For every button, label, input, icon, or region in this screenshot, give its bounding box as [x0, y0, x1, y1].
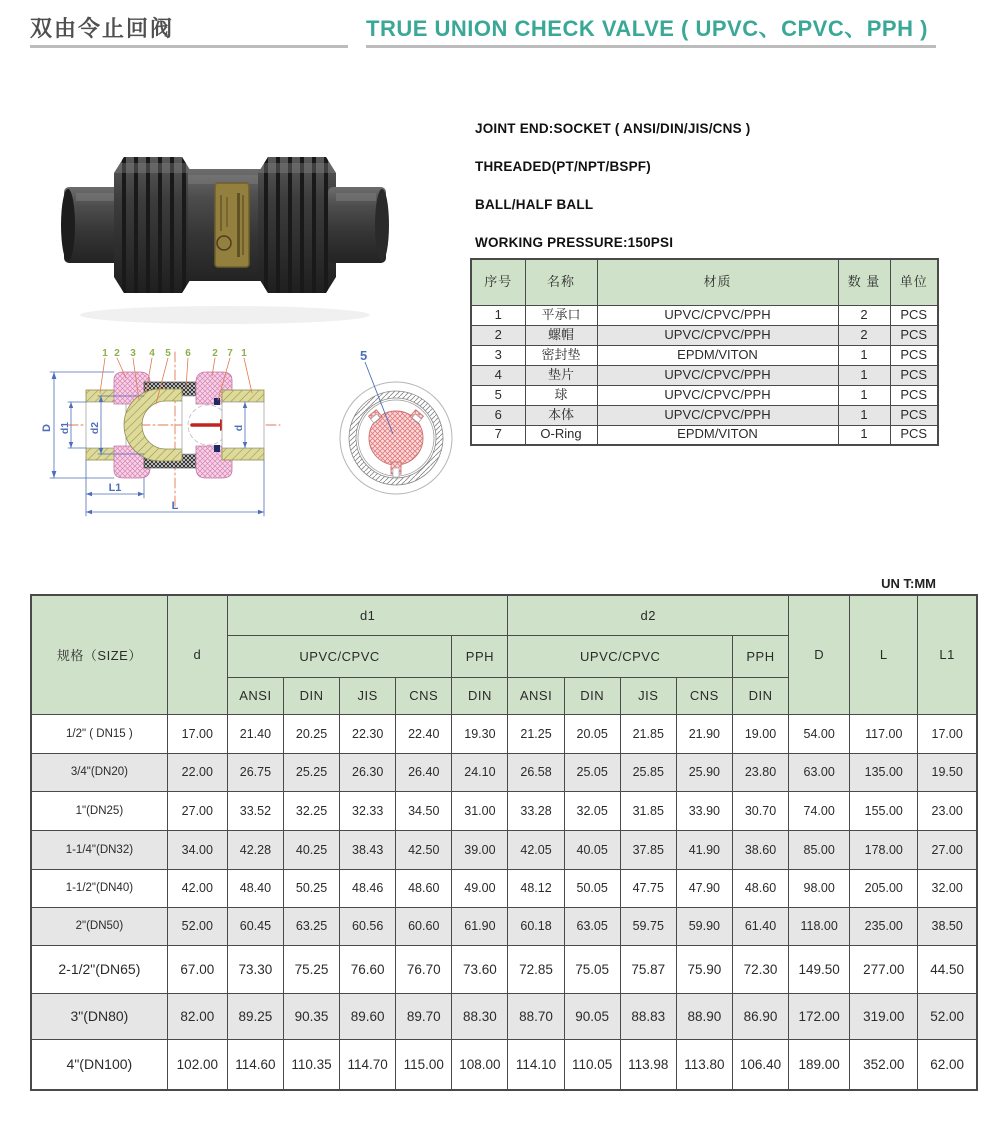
size-cell-value: 75.90	[676, 945, 732, 993]
size-table-row	[31, 1039, 977, 1090]
parts-col-name: 名称	[525, 259, 597, 305]
parts-table-cell: 4	[471, 365, 525, 385]
valve-photo-illustration	[52, 103, 397, 341]
dim-label-d1: d1	[59, 421, 71, 435]
page-title-chinese: 双由令止回阀	[30, 16, 175, 41]
size-col-d1-group: d1	[227, 595, 508, 635]
parts-table-row	[471, 365, 938, 385]
size-cell-value: 49.00	[452, 869, 508, 907]
d1-pph-din: DIN	[452, 677, 508, 714]
size-table	[30, 594, 978, 1091]
d1-upvc-cpvc: UPVC/CPVC	[227, 635, 451, 677]
parts-table-row	[471, 345, 938, 365]
size-cell-value: 47.75	[620, 869, 676, 907]
size-cell-value: 38.50	[918, 907, 977, 945]
size-col-size: 规格（SIZE）	[31, 595, 167, 714]
size-cell-value: 85.00	[789, 830, 850, 869]
size-cell-value: 22.30	[340, 714, 396, 753]
d2-cns: CNS	[676, 677, 732, 714]
parts-table-cell: PCS	[890, 345, 938, 365]
parts-table-cell: PCS	[890, 305, 938, 325]
d1-din: DIN	[283, 677, 339, 714]
size-cell-value: 25.85	[620, 753, 676, 791]
parts-table-cell: UPVC/CPVC/PPH	[597, 365, 838, 385]
size-cell-label: 3"(DN80)	[31, 993, 167, 1039]
parts-table-cell: 1	[838, 345, 890, 365]
size-cell-value: 90.05	[564, 993, 620, 1039]
parts-table-cell: PCS	[890, 385, 938, 405]
size-cell-value: 60.45	[227, 907, 283, 945]
size-table-row	[31, 830, 977, 869]
dim-label-d: d	[233, 424, 245, 432]
spec-ball: BALL/HALF BALL	[475, 197, 594, 212]
d2-pph: PPH	[732, 635, 788, 677]
size-cell-value: 25.90	[676, 753, 732, 791]
size-cell-value: 76.60	[340, 945, 396, 993]
size-cell-value: 319.00	[850, 993, 918, 1039]
size-table-row	[31, 993, 977, 1039]
parts-table-cell: 2	[838, 305, 890, 325]
size-cell-value: 73.60	[452, 945, 508, 993]
size-cell-value: 48.12	[508, 869, 564, 907]
size-cell-value: 50.05	[564, 869, 620, 907]
size-cell-value: 31.85	[620, 791, 676, 830]
size-cell-value: 22.00	[167, 753, 227, 791]
size-cell-value: 178.00	[850, 830, 918, 869]
size-cell-value: 22.40	[396, 714, 452, 753]
parts-table-row	[471, 425, 938, 445]
d1-ansi: ANSI	[227, 677, 283, 714]
size-col-D: D	[789, 595, 850, 714]
size-cell-value: 60.60	[396, 907, 452, 945]
size-cell-label: 1/2" ( DN15 )	[31, 714, 167, 753]
size-cell-value: 114.60	[227, 1039, 283, 1090]
size-cell-value: 48.60	[396, 869, 452, 907]
title-underline-right	[366, 45, 936, 48]
size-table-row	[31, 791, 977, 830]
d2-upvc-cpvc: UPVC/CPVC	[508, 635, 732, 677]
size-cell-value: 352.00	[850, 1039, 918, 1090]
callout-1a: 1	[102, 348, 108, 359]
size-cell-value: 27.00	[918, 830, 977, 869]
parts-col-qty: 数 量	[838, 259, 890, 305]
size-col-d2-group: d2	[508, 595, 789, 635]
size-cell-value: 32.33	[340, 791, 396, 830]
size-cell-value: 98.00	[789, 869, 850, 907]
size-cell-value: 17.00	[167, 714, 227, 753]
size-table-row	[31, 869, 977, 907]
spec-joint-end: JOINT END:SOCKET ( ANSI/DIN/JIS/CNS )	[475, 121, 751, 136]
parts-table-row	[471, 405, 938, 425]
section-side-view	[41, 348, 280, 516]
size-table-row	[31, 907, 977, 945]
size-col-L: L	[850, 595, 918, 714]
d1-cns: CNS	[396, 677, 452, 714]
size-cell-value: 114.70	[340, 1039, 396, 1090]
parts-table-cell: EPDM/VITON	[597, 345, 838, 365]
size-cell-value: 27.00	[167, 791, 227, 830]
parts-table-cell: 1	[471, 305, 525, 325]
size-cell-value: 21.90	[676, 714, 732, 753]
valve-section-drawing	[40, 346, 465, 530]
size-cell-value: 110.35	[283, 1039, 339, 1090]
d1-jis: JIS	[340, 677, 396, 714]
size-cell-value: 117.00	[850, 714, 918, 753]
size-cell-value: 26.30	[340, 753, 396, 791]
size-cell-value: 30.70	[732, 791, 788, 830]
parts-table-cell: 6	[471, 405, 525, 425]
circle-callout-5: 5	[360, 348, 368, 363]
size-cell-value: 26.75	[227, 753, 283, 791]
spec-list	[475, 121, 750, 273]
product-photo	[52, 103, 397, 346]
size-cell-value: 82.00	[167, 993, 227, 1039]
size-cell-value: 72.30	[732, 945, 788, 993]
size-cell-value: 90.35	[283, 993, 339, 1039]
size-cell-value: 114.10	[508, 1039, 564, 1090]
callout-6: 6	[185, 348, 191, 359]
dim-label-L1: L1	[108, 482, 122, 494]
size-cell-value: 40.25	[283, 830, 339, 869]
callout-4: 4	[149, 348, 155, 359]
parts-table-cell: 1	[838, 385, 890, 405]
size-cell-value: 189.00	[789, 1039, 850, 1090]
valve-label	[215, 183, 249, 267]
size-cell-value: 42.50	[396, 830, 452, 869]
size-cell-value: 118.00	[789, 907, 850, 945]
size-cell-value: 61.90	[452, 907, 508, 945]
size-cell-value: 115.00	[396, 1039, 452, 1090]
parts-table-cell: PCS	[890, 365, 938, 385]
size-cell-value: 17.00	[918, 714, 977, 753]
parts-table	[470, 258, 939, 446]
size-cell-value: 48.40	[227, 869, 283, 907]
parts-table-cell: EPDM/VITON	[597, 425, 838, 445]
parts-table-cell: PCS	[890, 425, 938, 445]
size-cell-value: 33.90	[676, 791, 732, 830]
parts-table-cell: 密封垫	[525, 345, 597, 365]
size-cell-value: 31.00	[452, 791, 508, 830]
size-cell-value: 88.83	[620, 993, 676, 1039]
size-cell-value: 25.05	[564, 753, 620, 791]
size-cell-value: 89.25	[227, 993, 283, 1039]
parts-table-cell: UPVC/CPVC/PPH	[597, 385, 838, 405]
parts-col-unit: 单位	[890, 259, 938, 305]
size-cell-value: 42.28	[227, 830, 283, 869]
size-cell-value: 52.00	[167, 907, 227, 945]
size-cell-value: 19.00	[732, 714, 788, 753]
page-title-english: TRUE UNION CHECK VALVE ( UPVC、CPVC、PPH )	[366, 16, 928, 41]
size-cell-value: 20.25	[283, 714, 339, 753]
size-cell-value: 108.00	[452, 1039, 508, 1090]
parts-table-row	[471, 385, 938, 405]
size-cell-value: 33.28	[508, 791, 564, 830]
size-cell-label: 4"(DN100)	[31, 1039, 167, 1090]
callout-2a: 2	[114, 348, 120, 359]
size-cell-label: 2"(DN50)	[31, 907, 167, 945]
size-cell-label: 1-1/4"(DN32)	[31, 830, 167, 869]
size-cell-label: 3/4"(DN20)	[31, 753, 167, 791]
size-cell-value: 61.40	[732, 907, 788, 945]
parts-table-cell: 2	[838, 325, 890, 345]
size-cell-value: 72.85	[508, 945, 564, 993]
size-cell-value: 76.70	[396, 945, 452, 993]
size-cell-value: 62.00	[918, 1039, 977, 1090]
size-cell-value: 89.70	[396, 993, 452, 1039]
size-cell-value: 23.80	[732, 753, 788, 791]
d1-pph: PPH	[452, 635, 508, 677]
technical-drawing	[40, 346, 465, 535]
size-cell-value: 60.18	[508, 907, 564, 945]
size-cell-value: 38.60	[732, 830, 788, 869]
callout-5: 5	[165, 348, 171, 359]
size-cell-label: 1"(DN25)	[31, 791, 167, 830]
size-cell-value: 73.30	[227, 945, 283, 993]
parts-table-cell: 1	[838, 365, 890, 385]
size-cell-label: 1-1/2"(DN40)	[31, 869, 167, 907]
size-cell-value: 89.60	[340, 993, 396, 1039]
size-cell-value: 24.10	[452, 753, 508, 791]
size-cell-value: 26.58	[508, 753, 564, 791]
parts-table-body	[471, 305, 938, 445]
size-cell-value: 155.00	[850, 791, 918, 830]
parts-table-cell: UPVC/CPVC/PPH	[597, 325, 838, 345]
size-cell-value: 88.90	[676, 993, 732, 1039]
spec-pressure: WORKING PRESSURE:150PSI	[475, 235, 674, 250]
size-cell-value: 26.40	[396, 753, 452, 791]
size-cell-value: 135.00	[850, 753, 918, 791]
parts-table-cell: 5	[471, 385, 525, 405]
parts-table-row	[471, 305, 938, 325]
size-cell-value: 113.80	[676, 1039, 732, 1090]
d2-ansi: ANSI	[508, 677, 564, 714]
size-cell-value: 59.90	[676, 907, 732, 945]
size-cell-value: 110.05	[564, 1039, 620, 1090]
parts-table-cell: O-Ring	[525, 425, 597, 445]
callout-3: 3	[130, 348, 136, 359]
size-cell-value: 44.50	[918, 945, 977, 993]
size-cell-value: 42.05	[508, 830, 564, 869]
size-cell-value: 172.00	[789, 993, 850, 1039]
size-cell-value: 59.75	[620, 907, 676, 945]
parts-header-row	[471, 259, 938, 305]
size-cell-value: 25.25	[283, 753, 339, 791]
size-cell-value: 88.30	[452, 993, 508, 1039]
section-circle-view	[340, 348, 452, 494]
size-table-body	[31, 714, 977, 1090]
size-cell-value: 149.50	[789, 945, 850, 993]
size-cell-value: 21.85	[620, 714, 676, 753]
dim-label-d2: d2	[89, 421, 101, 435]
size-cell-value: 41.90	[676, 830, 732, 869]
size-cell-value: 86.90	[732, 993, 788, 1039]
parts-table-cell: 3	[471, 345, 525, 365]
size-cell-value: 74.00	[789, 791, 850, 830]
parts-table-cell: 1	[838, 425, 890, 445]
size-table-row	[31, 945, 977, 993]
size-cell-value: 277.00	[850, 945, 918, 993]
size-cell-value: 63.00	[789, 753, 850, 791]
size-cell-value: 50.25	[283, 869, 339, 907]
size-cell-value: 75.25	[283, 945, 339, 993]
parts-table-cell: PCS	[890, 325, 938, 345]
size-cell-value: 48.46	[340, 869, 396, 907]
size-cell-value: 75.87	[620, 945, 676, 993]
size-cell-value: 102.00	[167, 1039, 227, 1090]
dim-label-L: L	[171, 500, 179, 512]
size-cell-value: 60.56	[340, 907, 396, 945]
size-cell-value: 38.43	[340, 830, 396, 869]
parts-col-no: 序号	[471, 259, 525, 305]
size-cell-value: 48.60	[732, 869, 788, 907]
size-cell-value: 32.00	[918, 869, 977, 907]
size-cell-value: 205.00	[850, 869, 918, 907]
size-header-row-1	[31, 595, 977, 635]
size-cell-value: 235.00	[850, 907, 918, 945]
size-cell-value: 75.05	[564, 945, 620, 993]
size-cell-value: 32.25	[283, 791, 339, 830]
size-col-L1: L1	[918, 595, 977, 714]
parts-table-cell: UPVC/CPVC/PPH	[597, 305, 838, 325]
size-cell-value: 19.50	[918, 753, 977, 791]
parts-table-cell: 7	[471, 425, 525, 445]
d2-jis: JIS	[620, 677, 676, 714]
parts-col-material: 材质	[597, 259, 838, 305]
size-cell-value: 32.05	[564, 791, 620, 830]
callout-2b: 2	[212, 348, 218, 359]
size-cell-value: 113.98	[620, 1039, 676, 1090]
parts-table-cell: 球	[525, 385, 597, 405]
size-cell-value: 19.30	[452, 714, 508, 753]
size-cell-value: 42.00	[167, 869, 227, 907]
size-table-row	[31, 753, 977, 791]
size-cell-value: 88.70	[508, 993, 564, 1039]
d2-din: DIN	[564, 677, 620, 714]
size-cell-value: 34.50	[396, 791, 452, 830]
parts-table-cell: 1	[838, 405, 890, 425]
size-cell-value: 106.40	[732, 1039, 788, 1090]
size-cell-value: 39.00	[452, 830, 508, 869]
size-table-row	[31, 714, 977, 753]
callout-7: 7	[227, 348, 233, 359]
size-cell-value: 63.05	[564, 907, 620, 945]
size-cell-value: 63.25	[283, 907, 339, 945]
d2-pph-din: DIN	[732, 677, 788, 714]
size-cell-value: 21.40	[227, 714, 283, 753]
parts-table-cell: 本体	[525, 405, 597, 425]
size-cell-value: 52.00	[918, 993, 977, 1039]
size-cell-value: 34.00	[167, 830, 227, 869]
size-cell-value: 40.05	[564, 830, 620, 869]
size-cell-value: 47.90	[676, 869, 732, 907]
size-cell-label: 2-1/2"(DN65)	[31, 945, 167, 993]
parts-table-cell: UPVC/CPVC/PPH	[597, 405, 838, 425]
parts-table-cell: 平承口	[525, 305, 597, 325]
parts-table-cell: 螺帽	[525, 325, 597, 345]
parts-table-cell: 垫片	[525, 365, 597, 385]
size-cell-value: 54.00	[789, 714, 850, 753]
size-cell-value: 21.25	[508, 714, 564, 753]
parts-table-cell: PCS	[890, 405, 938, 425]
parts-table-cell: 2	[471, 325, 525, 345]
size-col-d: d	[167, 595, 227, 714]
unit-note: UN T:MM	[881, 576, 936, 591]
dim-label-D: D	[41, 424, 53, 432]
size-cell-value: 37.85	[620, 830, 676, 869]
size-cell-value: 33.52	[227, 791, 283, 830]
size-cell-value: 67.00	[167, 945, 227, 993]
size-cell-value: 23.00	[918, 791, 977, 830]
callout-1b: 1	[241, 348, 247, 359]
parts-table-row	[471, 325, 938, 345]
spec-threaded: THREADED(PT/NPT/BSPF)	[475, 159, 651, 174]
size-cell-value: 20.05	[564, 714, 620, 753]
title-underline-left	[30, 45, 348, 48]
